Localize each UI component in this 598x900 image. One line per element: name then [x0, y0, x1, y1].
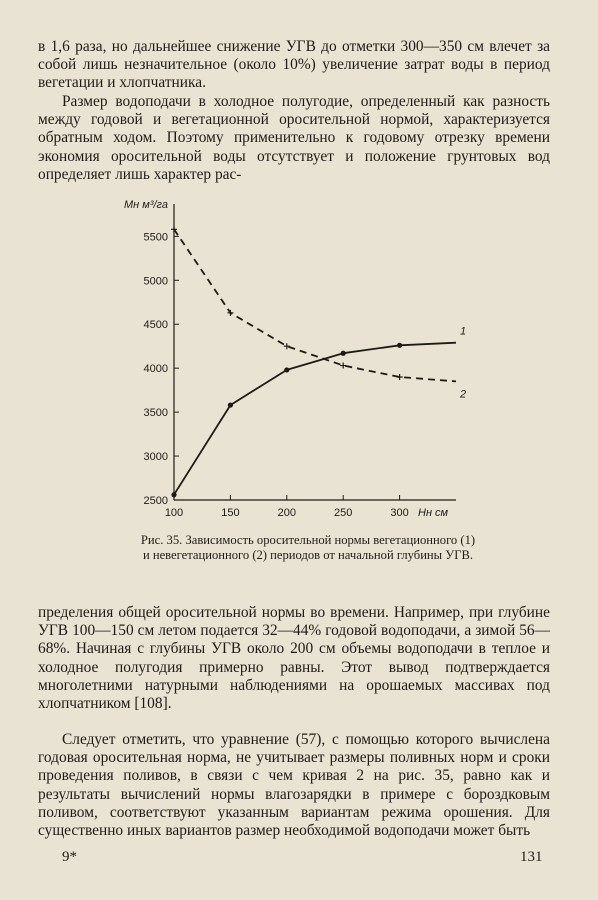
series-1-point	[397, 343, 402, 348]
series-2-point	[397, 374, 403, 380]
y-tick-label: 4000	[143, 363, 168, 376]
paragraph-3: пределения общей оросительной нормы во времени. Например, при глубине УГВ 100—150 см летом подается 32—44% годовой водоподачи, а зимой 56—68%. Начиная с глубины УГВ около 200 см объемы водоподачи в теплое и холодное полугодия примерно равны. Этот вывод подтверждается многолетними натурными наблюдениями на орошаемых массивах под хлопчатником [108].	[38, 604, 550, 713]
series-1-point	[284, 367, 289, 372]
x-tick-label: 250	[334, 507, 353, 519]
paragraph-4: Следует отметить, что уравнение (57), с помощью которого вычислена годовая оросительная норма, не учитывает размеры поливных норм и сроки проведения поливов, в связи с чем кривая 2 на рис. 35, равно как и результаты вычислений нормы влагозарядки в примере с бороздковым поливом, соответствуют указанным вариантам режима орошения. Для существенно иных вариантов размер необходимой водоподачи может быть	[38, 731, 550, 840]
series-1-label: 1	[460, 325, 467, 338]
series-2-label: 2	[460, 388, 467, 401]
chart-ticks	[144, 231, 409, 519]
x-axis-label: Hн см	[418, 507, 449, 519]
series-1-point	[228, 402, 233, 407]
page-number: 131	[520, 849, 543, 865]
x-tick-label: 150	[221, 507, 240, 519]
paragraph-1: в 1,6 раза, но дальнейшее снижение УГВ до отметки 300—350 см влечет за собой лишь незначительное (около 10%) увеличение затрат воды в период вегетации и хлопчатника.	[38, 38, 550, 92]
y-tick-label: 2500	[143, 495, 168, 507]
figure-caption: Рис. 35. Зависимость оросительной нормы вегетационного (1) и невегетационного (2) периодов от начальной глубины УГВ.	[140, 533, 476, 562]
chart-axes	[174, 204, 456, 500]
signature-mark: 9*	[62, 849, 77, 865]
paragraph-2: Размер водоподачи в холодное полугодие, определенный как разность между годовой и вегетационной оросительной нормой, характеризуется обратным ходом. Поэтому применительно к годовому отрезку времени экономия оросительной воды отсутствует и положение грунтовых вод определяет лишь характер рас-	[38, 93, 550, 183]
series-1-line	[174, 343, 456, 495]
series-2-point	[284, 343, 290, 349]
x-tick-label: 300	[390, 507, 409, 519]
series-2-line	[174, 229, 456, 381]
y-tick-label: 3500	[143, 407, 168, 420]
series-1-point	[171, 492, 176, 497]
chart-series	[171, 226, 466, 497]
y-tick-label: 5500	[143, 231, 168, 244]
y-axis-label: Mн м³/га	[124, 199, 168, 211]
x-tick-label: 200	[277, 507, 296, 519]
x-tick-label: 100	[164, 507, 184, 519]
y-tick-label: 4500	[143, 319, 168, 332]
y-tick-label: 5000	[143, 275, 168, 288]
figure-35-chart	[118, 190, 478, 528]
series-2-point	[340, 363, 346, 369]
y-tick-label: 3000	[143, 451, 168, 464]
series-1-point	[341, 351, 346, 356]
